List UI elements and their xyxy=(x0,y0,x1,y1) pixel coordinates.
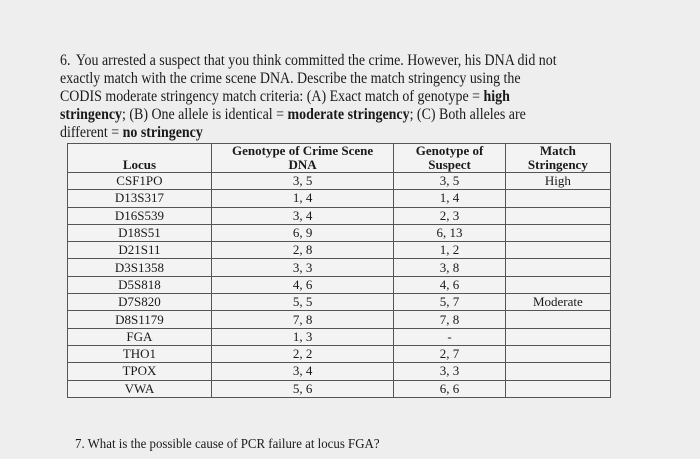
crime-genotype-cell: 3, 4 xyxy=(211,363,394,380)
locus-cell: FGA xyxy=(68,328,212,345)
locus-cell: D13S317 xyxy=(68,190,212,207)
table-row xyxy=(68,328,611,345)
table-row xyxy=(68,224,611,241)
table-row xyxy=(68,190,611,207)
question-7: 7. What is the possible cause of PCR failure at locus FGA? xyxy=(75,437,380,452)
suspect-genotype-cell: 2, 7 xyxy=(394,345,505,362)
no-stringency-label: no stringency xyxy=(122,124,203,141)
suspect-header-top: Genotype of xyxy=(394,144,505,159)
question-6-text-2: ; (B) One allele is identical = xyxy=(122,106,288,123)
match-header-bottom: Stringency xyxy=(505,158,610,173)
locus-cell: D16S539 xyxy=(68,207,212,224)
crime-header-top: Genotype of Crime Scene xyxy=(211,144,394,159)
match-stringency-cell xyxy=(505,242,610,259)
suspect-genotype-cell: 7, 8 xyxy=(394,311,505,328)
locus-cell: CSF1PO xyxy=(68,173,212,190)
crime-genotype-cell: 7, 8 xyxy=(211,311,394,328)
locus-cell: D21S11 xyxy=(68,242,212,259)
locus-header: Locus xyxy=(68,158,212,173)
crime-genotype-cell: 5, 6 xyxy=(211,380,394,397)
suspect-genotype-cell: 1, 2 xyxy=(394,242,505,259)
locus-header-spacer xyxy=(68,144,212,159)
crime-genotype-cell: 2, 8 xyxy=(211,242,394,259)
suspect-genotype-cell: 2, 3 xyxy=(394,207,505,224)
locus-cell: THO1 xyxy=(68,345,212,362)
moderate-stringency-label: moderate stringency xyxy=(287,106,410,123)
crime-genotype-cell: 2, 2 xyxy=(211,345,394,362)
crime-header-bottom: DNA xyxy=(211,158,394,173)
suspect-genotype-cell: 4, 6 xyxy=(394,276,505,293)
match-stringency-cell xyxy=(505,276,610,293)
match-stringency-cell xyxy=(505,345,610,362)
match-stringency-cell: Moderate xyxy=(505,294,610,311)
match-stringency-cell xyxy=(505,380,610,397)
suspect-genotype-cell: - xyxy=(394,328,505,345)
genotype-table-body xyxy=(68,173,611,398)
table-row xyxy=(68,276,611,293)
suspect-genotype-cell: 1, 4 xyxy=(394,190,505,207)
table-row xyxy=(68,242,611,259)
question-6-text-1: You arrested a suspect that you think committed the crime. However, his DNA did not exactly match with the crime scene DNA. Describe the match stringency using the CODIS moderate stringency match criteria: (A) Exact match of genotype = xyxy=(60,52,557,105)
table-row xyxy=(68,380,611,397)
locus-cell: TPOX xyxy=(68,363,212,380)
locus-cell: VWA xyxy=(68,380,212,397)
crime-genotype-cell: 3, 3 xyxy=(211,259,394,276)
locus-cell: D8S1179 xyxy=(68,311,212,328)
crime-genotype-cell: 1, 4 xyxy=(211,190,394,207)
locus-cell: D3S1358 xyxy=(68,259,212,276)
table-row xyxy=(68,173,611,190)
crime-genotype-cell: 3, 4 xyxy=(211,207,394,224)
suspect-genotype-cell: 3, 5 xyxy=(394,173,505,190)
match-stringency-cell xyxy=(505,311,610,328)
match-stringency-cell xyxy=(505,207,610,224)
suspect-genotype-cell: 6, 6 xyxy=(394,380,505,397)
crime-genotype-cell: 6, 9 xyxy=(211,224,394,241)
table-row xyxy=(68,207,611,224)
genotype-table xyxy=(67,143,611,398)
table-row xyxy=(68,311,611,328)
suspect-genotype-cell: 3, 8 xyxy=(394,259,505,276)
match-stringency-cell xyxy=(505,224,610,241)
match-stringency-cell xyxy=(505,190,610,207)
crime-genotype-cell: 5, 5 xyxy=(211,294,394,311)
locus-cell: D18S51 xyxy=(68,224,212,241)
match-stringency-cell xyxy=(505,328,610,345)
crime-genotype-cell: 1, 3 xyxy=(211,328,394,345)
question-6-text-3: ; (C) Both alleles are different = xyxy=(60,106,526,141)
suspect-header-bottom: Suspect xyxy=(394,158,505,173)
match-stringency-cell: High xyxy=(505,173,610,190)
suspect-genotype-cell: 5, 7 xyxy=(394,294,505,311)
question-6-number: 6. xyxy=(60,52,71,69)
high-stringency-label: high stringency xyxy=(60,88,510,123)
match-stringency-cell xyxy=(505,363,610,380)
suspect-genotype-cell: 3, 3 xyxy=(394,363,505,380)
table-row xyxy=(68,294,611,311)
question-6 xyxy=(60,52,564,142)
match-stringency-cell xyxy=(505,259,610,276)
table-row xyxy=(68,259,611,276)
crime-genotype-cell: 4, 6 xyxy=(211,276,394,293)
locus-cell: D5S818 xyxy=(68,276,212,293)
suspect-genotype-cell: 6, 13 xyxy=(394,224,505,241)
match-header-top: Match xyxy=(505,144,610,159)
locus-cell: D7S820 xyxy=(68,294,212,311)
table-row xyxy=(68,345,611,362)
crime-genotype-cell: 3, 5 xyxy=(211,173,394,190)
table-row xyxy=(68,363,611,380)
